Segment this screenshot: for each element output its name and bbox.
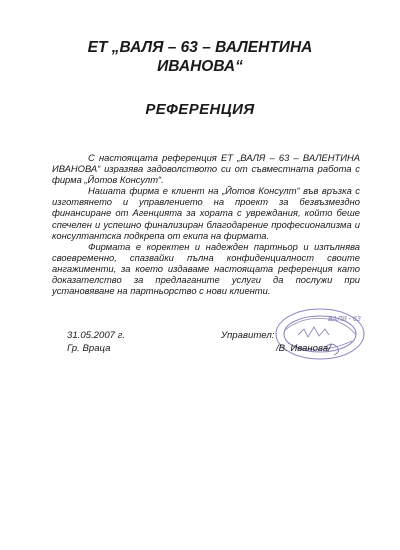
company-seal-stamp [268,305,368,363]
paragraph-intro: С настоящата референция ЕТ „ВАЛЯ – 63 – ВАЛЕНТИНА ИВАНОВА“ изразява задоволството си от съвместната работа с фирма „Йотов Консулт“. [52,152,360,186]
company-name-line-2: ИВАНОВА“ [157,58,243,75]
issue-date: 31.05.2007 г. [67,330,126,341]
letter-body [52,152,360,296]
paragraph-recommendation: Фирмата е коректен и надежден партньор и изпълнява своевременно, спазвайки пълна конфиденциалност своите ангажименти, за което издаваме настоящата референция като доказателство за предлаганите услуги да послужи при установяване на партньорство с нови клиенти. [52,240,360,297]
manager-label: Управител: [221,330,275,341]
manager-name: /В. Иванова/ [276,343,331,354]
paragraph-client: Нашата фирма е клиент на „Йотов Консулт“ във връзка с изготвянето и управлението на проект за безвъзмездно финансиране от Агенцията за хората с увреждания, който беше спечелен и успешно финализиран благодарение професионализма и консултантска подкрепа от екипа на фирмата. [52,185,360,241]
document-title: РЕФЕРЕНЦИЯ [145,101,255,118]
issue-city: Гр. Враца [67,343,111,354]
company-name [0,38,400,76]
company-name-line-1: ЕТ „ВАЛЯ – 63 – ВАЛЕНТИНА [87,39,313,56]
seal-text: ВАЛЯ - 63 [328,316,361,323]
